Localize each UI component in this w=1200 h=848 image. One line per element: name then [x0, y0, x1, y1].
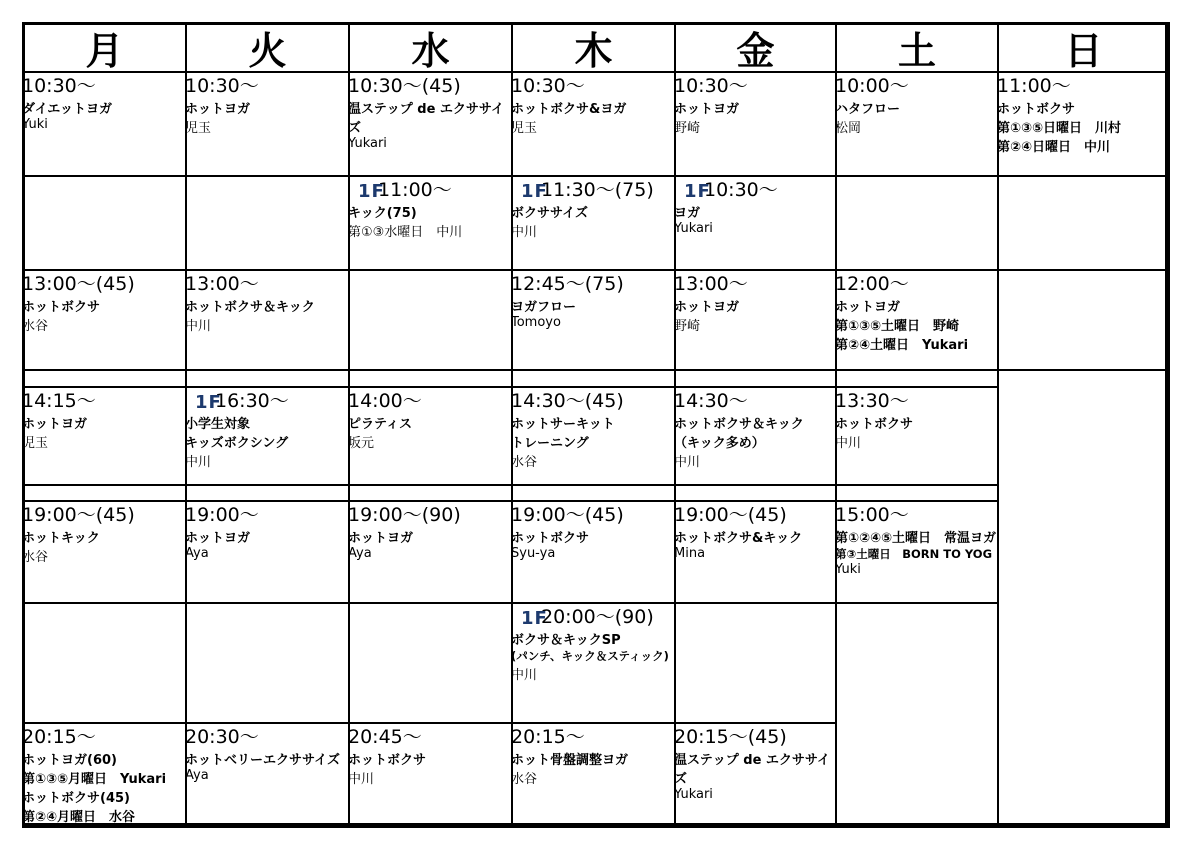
class-slot[interactable]: [22, 71, 185, 175]
class-name: ホットヨガ: [185, 102, 251, 117]
class-instructor: 坂元: [348, 436, 375, 451]
class-time: 10:30～(45): [348, 75, 461, 97]
class-name: ホットボクサ&ヨガ: [511, 102, 627, 117]
class-time: 16:30～: [215, 390, 289, 412]
class-slot[interactable]: [185, 500, 348, 602]
class-instructor: Yukari: [348, 136, 387, 151]
class-time: 11:00～: [997, 75, 1071, 97]
class-instructor: 水谷: [22, 550, 49, 565]
slot-cell: [997, 269, 1170, 371]
class-time: 14:15～: [22, 390, 96, 412]
class-instructor: Tomoyo: [511, 315, 561, 330]
class-instructor: Mina: [674, 546, 706, 561]
class-name: ヨガフロー: [511, 300, 577, 315]
day-header-2: 水: [348, 22, 513, 73]
class-instructor: 児玉: [22, 436, 49, 451]
class-time: 14:30～(45): [511, 390, 624, 412]
class-name: ホットヨガ: [185, 531, 251, 546]
class-time: 10:00～: [835, 75, 909, 97]
slot-cell: [835, 602, 999, 828]
class-time: 20:15～: [511, 726, 585, 748]
slot-cell: [348, 602, 513, 724]
class-time: 12:00～: [835, 273, 909, 295]
class-detail-line: ホットボクサ＆キック: [674, 417, 804, 432]
class-detail-line: (パンチ、キック＆スティック): [511, 649, 669, 663]
class-name: 温ステップ de エクササイズ: [348, 102, 505, 136]
class-time: 19:00～(45): [22, 504, 135, 526]
slot-cell: [835, 175, 999, 271]
class-instructor: 野崎: [674, 121, 701, 136]
slot-cell: [348, 269, 513, 371]
class-slot[interactable]: [348, 71, 511, 175]
slot-cell: [22, 602, 187, 724]
class-time: 20:45～: [348, 726, 422, 748]
class-slot[interactable]: [185, 269, 348, 369]
class-instructor: Yukari: [674, 787, 713, 802]
class-instructor: 中川: [835, 436, 862, 451]
class-slot[interactable]: [22, 386, 185, 484]
class-name: ホットボクサ＆キック: [185, 300, 315, 315]
slot-cell: [185, 602, 350, 724]
class-name: ホットヨガ: [835, 300, 901, 315]
class-time: 19:00～(45): [674, 504, 787, 526]
class-instructor: 児玉: [185, 121, 212, 136]
class-slot[interactable]: [511, 71, 674, 175]
class-time: 19:00～: [185, 504, 259, 526]
class-slot[interactable]: [185, 386, 348, 484]
class-instructor: 中川: [511, 225, 538, 240]
class-slot[interactable]: [674, 722, 835, 826]
day-header-3: 木: [511, 22, 676, 73]
class-detail-line: 第②④日曜日 中川: [997, 140, 1111, 155]
class-name: ホットボクサ: [511, 531, 590, 546]
class-instructor: Syu-ya: [511, 546, 556, 561]
class-time: 14:30～: [674, 390, 748, 412]
class-slot[interactable]: [674, 71, 835, 175]
class-instructor: Yuki: [835, 562, 861, 577]
class-slot[interactable]: [674, 500, 835, 602]
class-slot[interactable]: [674, 386, 835, 484]
class-time: 10:30～: [674, 75, 748, 97]
class-time: 13:00～(45): [22, 273, 135, 295]
class-detail-line: 第①②④⑤土曜日 常温ヨガ: [835, 531, 997, 546]
class-slot[interactable]: [185, 71, 348, 175]
floor-1f-badge: 1F: [358, 181, 385, 202]
class-detail-line: 小学生対象: [185, 417, 251, 432]
class-slot[interactable]: [511, 386, 674, 484]
class-slot[interactable]: [348, 500, 511, 602]
class-name: ホットヨガ: [22, 417, 88, 432]
class-instructor: 水谷: [511, 772, 538, 787]
class-time: 20:30～: [185, 726, 259, 748]
class-time: 20:15～(45): [674, 726, 787, 748]
class-instructor: 中川: [511, 668, 538, 683]
class-time: 20:00～(90): [541, 606, 654, 628]
class-instructor: 水谷: [22, 319, 49, 334]
class-slot[interactable]: [835, 500, 997, 602]
class-instructor: Yukari: [674, 221, 713, 236]
class-name: ヨガ: [674, 206, 701, 221]
class-time: 12:45～(75): [511, 273, 624, 295]
class-slot[interactable]: [835, 386, 997, 484]
class-name: ホットボクサ: [22, 300, 101, 315]
class-instructor: Aya: [348, 546, 372, 561]
class-slot[interactable]: [835, 269, 997, 369]
class-name: キック(75): [348, 206, 417, 221]
class-instructor: 水谷: [511, 455, 538, 470]
class-slot[interactable]: [22, 500, 185, 602]
class-time: 10:30～: [511, 75, 585, 97]
class-time: 13:00～: [185, 273, 259, 295]
class-instructor: 中川: [348, 772, 375, 787]
class-slot[interactable]: [348, 722, 511, 826]
class-detail-line: トレーニング: [511, 436, 589, 451]
class-instructor: 松岡: [835, 121, 862, 136]
class-name: ホットボクサ&キック: [674, 531, 803, 546]
class-time: 11:30～(75): [541, 179, 654, 201]
class-detail-line: ホットサーキット: [511, 417, 615, 432]
class-detail-line: ホットヨガ(60): [22, 753, 117, 768]
class-instructor: 中川: [185, 319, 212, 334]
day-header-4: 金: [674, 22, 837, 73]
class-instructor: 野崎: [674, 319, 701, 334]
class-time: 10:30～: [22, 75, 96, 97]
class-slot[interactable]: [348, 175, 511, 269]
class-time: 15:00～: [835, 504, 909, 526]
class-name: ホットヨガ: [674, 102, 740, 117]
class-name: ホットボクサ: [997, 102, 1076, 117]
floor-1f-badge: 1F: [195, 392, 222, 413]
class-detail-line: 第②④土曜日 Yukari: [835, 338, 969, 353]
day-header-6: 日: [997, 22, 1170, 73]
class-slot[interactable]: [511, 269, 674, 369]
class-time: 20:15～: [22, 726, 96, 748]
slot-cell: [22, 175, 187, 271]
class-detail-line: ホットボクサ(45): [22, 791, 130, 806]
class-time: 10:30～: [185, 75, 259, 97]
class-slot[interactable]: [511, 722, 674, 826]
class-name: ホット骨盤調整ヨガ: [511, 753, 629, 768]
floor-1f-badge: 1F: [684, 181, 711, 202]
class-slot[interactable]: [348, 386, 511, 484]
class-instructor: Yuki: [22, 117, 48, 132]
class-name: ピラティス: [348, 417, 412, 432]
class-slot[interactable]: [511, 175, 674, 269]
class-detail-line: （キック多め）: [674, 436, 765, 451]
slot-cell: [997, 369, 1170, 828]
class-detail-line: ボクサ＆キックSP: [511, 633, 621, 648]
class-slot[interactable]: [511, 602, 674, 722]
class-detail-line: 第①③⑤日曜日 川村: [997, 121, 1122, 136]
slot-cell: [674, 602, 837, 724]
day-header-1: 火: [185, 22, 350, 73]
floor-1f-badge: 1F: [521, 181, 548, 202]
class-name: ホットボクサ: [348, 753, 427, 768]
class-detail-line: 第②④月曜日 水谷: [22, 810, 136, 825]
class-detail-line: 第③土曜日 BORN TO YOG: [835, 547, 993, 561]
class-name: ホットキック: [22, 531, 100, 546]
class-name: ボクササイズ: [511, 206, 588, 221]
class-name: 温ステップ de エクササイズ: [674, 753, 831, 787]
slot-cell: [997, 175, 1170, 271]
class-slot[interactable]: [511, 500, 674, 602]
class-instructor: 児玉: [511, 121, 538, 136]
class-name: ダイエットヨガ: [22, 102, 112, 117]
class-slot[interactable]: [674, 269, 835, 369]
class-name: ホットヨガ: [674, 300, 740, 315]
class-instructor: 中川: [185, 455, 212, 470]
class-time: 19:00～(45): [511, 504, 624, 526]
class-time: 13:00～: [674, 273, 748, 295]
class-instructor: Aya: [185, 768, 209, 783]
class-slot[interactable]: [185, 722, 348, 826]
class-slot[interactable]: [997, 71, 1168, 175]
slot-cell: [185, 175, 350, 271]
class-name: ホットボクサ: [835, 417, 914, 432]
class-time: 10:30～: [704, 179, 778, 201]
class-slot[interactable]: [835, 71, 997, 175]
class-instructor: 中川: [674, 455, 701, 470]
class-detail-line: キッズボクシング: [185, 436, 289, 451]
class-slot[interactable]: [22, 722, 185, 826]
floor-1f-badge: 1F: [521, 608, 548, 629]
class-name: ホットヨガ: [348, 531, 414, 546]
class-time: 19:00～(90): [348, 504, 461, 526]
class-time: 11:00～: [378, 179, 452, 201]
class-detail-line: 第①③⑤土曜日 野崎: [835, 319, 960, 334]
class-slot[interactable]: [22, 269, 185, 369]
day-header-0: 月: [22, 22, 187, 73]
class-slot[interactable]: [674, 175, 835, 269]
day-header-5: 土: [835, 22, 999, 73]
class-instructor: Aya: [185, 546, 209, 561]
class-name: ハタフロー: [835, 102, 901, 117]
class-name: ホットベリーエクササイズ: [185, 753, 340, 768]
class-detail-line: 第①③⑤月曜日 Yukari: [22, 772, 167, 787]
class-instructor: 第①③水曜日 中川: [348, 225, 463, 240]
class-time: 14:00～: [348, 390, 422, 412]
class-time: 13:30～: [835, 390, 909, 412]
